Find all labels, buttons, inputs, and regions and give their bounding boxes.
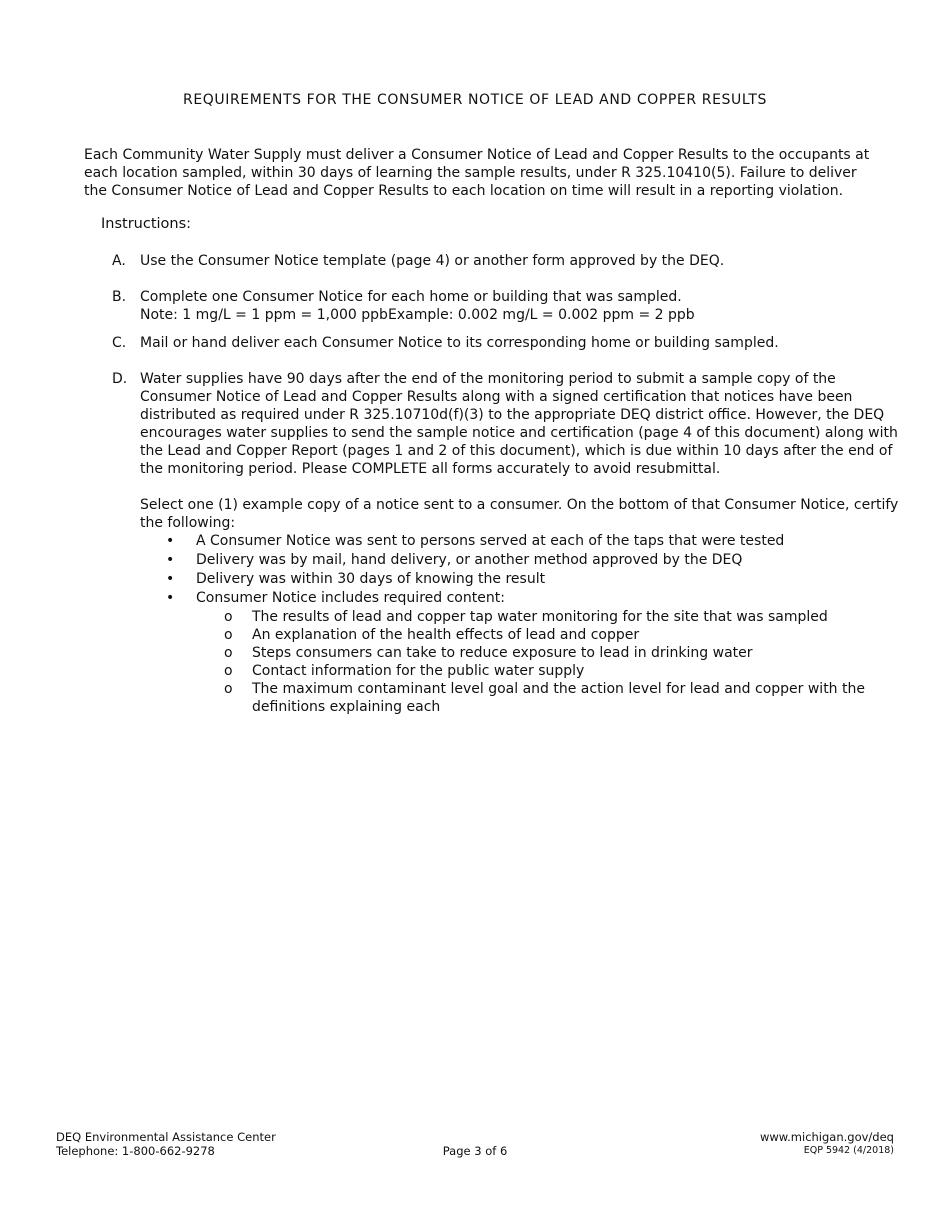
step-letter: A. bbox=[112, 253, 126, 269]
sub-list-item: o Contact information for the public water supply bbox=[224, 663, 585, 679]
instructions-label: Instructions: bbox=[101, 216, 192, 232]
sub-list-item: o Steps consumers can take to reduce exposure to lead in drinking water bbox=[224, 645, 753, 661]
footer-url[interactable]: www.michigan.gov/deq bbox=[759, 1130, 894, 1144]
sub-bullet-icon: o bbox=[224, 609, 233, 625]
form-code: EQP 5942 (4/2018) bbox=[803, 1145, 894, 1156]
step-c bbox=[112, 334, 902, 352]
step-text: Water supplies have 90 days after the end of the monitoring period to submit a sample copy of the Consumer Notice of Lead and Copper Results along with a signed certification that notices have been distributed as required under R 325.10710d(f)(3) to the appropriate DEQ district office. However, the DEQ encourages water supplies to send the sample notice and certification (page 4 of this document) along with the Lead and Copper Report (pages 1 and 2 of this document), which is due within 10 days after the end of the monitoring period. Please COMPLETE all forms accurately to avoid resubmittal. bbox=[140, 371, 898, 477]
bullet-icon: • bbox=[166, 533, 175, 549]
required-content-list bbox=[196, 608, 902, 716]
conversion-note-row bbox=[140, 306, 902, 324]
select-instruction: Select one (1) example copy of a notice sent to a consumer. On the bottom of that Consumer Notice, certify the following: bbox=[140, 497, 899, 531]
list-item: • A Consumer Notice was sent to persons served at each of the taps that were tested bbox=[166, 533, 785, 549]
bullet-icon: • bbox=[166, 552, 175, 568]
step-text: Complete one Consumer Notice for each home or building that was sampled. bbox=[140, 289, 682, 305]
step-text: Mail or hand deliver each Consumer Notice to its corresponding home or building sampled. bbox=[140, 335, 779, 351]
footer-phone: Telephone: 1-800-662-9278 bbox=[56, 1144, 215, 1158]
intro-paragraph: Each Community Water Supply must deliver a Consumer Notice of Lead and Copper Results to the occupants at each location sampled, within 30 days of learning the sample results, under R 325.10410(5). Failure to deliver the Consumer Notice of Lead and Copper Results to each location on time will result in a reporting violation. bbox=[84, 147, 870, 199]
footer-org: DEQ Environmental Assistance Center bbox=[56, 1130, 276, 1144]
step-d bbox=[112, 370, 902, 716]
list-item: • Delivery was within 30 days of knowing the result bbox=[166, 571, 546, 587]
sub-bullet-icon: o bbox=[224, 663, 233, 679]
list-item: • Delivery was by mail, hand delivery, or another method approved by the DEQ bbox=[166, 552, 743, 568]
step-letter: D. bbox=[112, 371, 128, 387]
page-number: Page 3 of 6 bbox=[442, 1144, 508, 1158]
sub-list-item: o An explanation of the health effects of lead and copper bbox=[224, 627, 640, 643]
step-a bbox=[112, 252, 902, 270]
certify-list bbox=[140, 532, 902, 716]
conversion-example: Example: 0.002 mg/L = 0.002 ppm = 2 ppb bbox=[388, 307, 695, 323]
bullet-icon: • bbox=[166, 571, 175, 587]
step-text: Use the Consumer Notice template (page 4) or another form approved by the DEQ. bbox=[140, 253, 725, 269]
list-item: • Consumer Notice includes required content: o The results of lead and copper tap water monitoring for the site that was sampled o An explanation of the health effects of lead and copper o Steps consumers can take to reduce exposure to lead in drinking water o Contact information for the public water supply o The maximum contaminant level goal and the action level for lead and copper with the definitions explaining each bbox=[140, 589, 902, 716]
sub-bullet-icon: o bbox=[224, 627, 233, 643]
sub-list-item: o The results of lead and copper tap water monitoring for the site that was sampled bbox=[224, 609, 828, 625]
bullet-icon: • bbox=[166, 590, 175, 606]
sub-bullet-icon: o bbox=[224, 681, 233, 697]
conversion-note: Note: 1 mg/L = 1 ppm = 1,000 ppb bbox=[140, 307, 388, 323]
step-b bbox=[112, 288, 902, 324]
sub-bullet-icon: o bbox=[224, 645, 233, 661]
sub-list-item: o The maximum contaminant level goal and the action level for lead and copper with the definitions explaining each bbox=[224, 681, 865, 715]
footer-right bbox=[760, 1130, 894, 1158]
page-title: REQUIREMENTS FOR THE CONSUMER NOTICE OF LEAD AND COPPER RESULTS bbox=[183, 92, 767, 108]
step-letter: B. bbox=[112, 289, 127, 305]
step-letter: C. bbox=[112, 335, 127, 351]
